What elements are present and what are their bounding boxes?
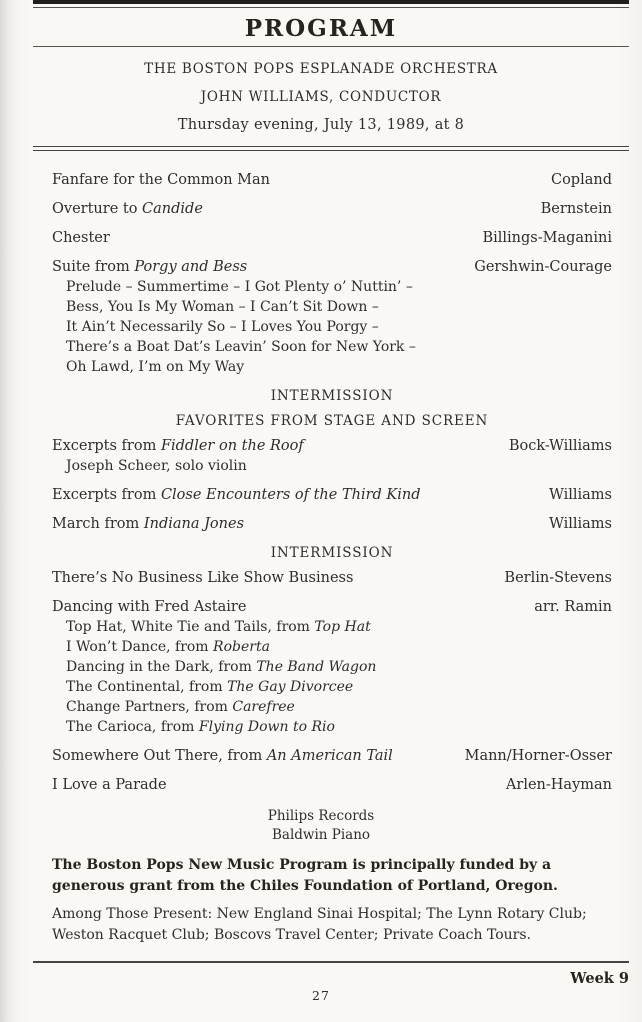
program-work (52, 486, 612, 505)
page-title: PROGRAM (244, 15, 398, 42)
program-work (52, 598, 612, 737)
work-line (52, 200, 612, 219)
work-composer: Bock-Williams (508, 438, 612, 454)
header-double-rule (33, 146, 629, 151)
top-rule-group (33, 0, 629, 8)
work-title-italic: Candide (142, 201, 203, 217)
work-title-italic: Indiana Jones (143, 516, 245, 532)
section-heading: INTERMISSION (270, 545, 394, 561)
text-segment: Excerpts from (52, 487, 161, 503)
work-subline (66, 277, 612, 297)
text-segment: Chester (52, 230, 110, 246)
work-subline (66, 697, 612, 717)
work-title-italic: Porgy and Bess (134, 259, 248, 275)
text-segment: Somewhere Out There, from (52, 748, 267, 764)
work-composer: Berlin-Stevens (504, 570, 612, 586)
text-segment: Change Partners, from (66, 699, 233, 715)
concert-header (0, 61, 642, 133)
week-label: Week 9 (570, 970, 629, 987)
work-title (52, 747, 393, 766)
work-composer: Billings-Maganini (482, 230, 612, 246)
work-subline (66, 357, 612, 377)
program-work (52, 747, 612, 766)
program-work (52, 569, 612, 588)
text-segment: The Continental, from (66, 679, 228, 695)
work-line (52, 776, 612, 795)
program-work (52, 776, 612, 795)
work-composer: Bernstein (540, 201, 612, 217)
work-subline (66, 337, 612, 357)
work-title (52, 598, 246, 617)
work-title-italic: Fiddler on the Roof (160, 438, 304, 454)
text-segment: Excerpts from (52, 438, 161, 454)
work-title (52, 776, 167, 795)
program-work (52, 258, 612, 377)
text-segment: It Ain’t Necessarily So – I Loves You Porgy – (66, 319, 379, 335)
work-title-italic: The Gay Divorcee (227, 679, 354, 695)
text-segment: There’s a Boat Dat’s Leavin’ Soon for New York – (66, 339, 416, 355)
text-segment: The Carioca, from (66, 719, 199, 735)
work-subline (66, 657, 612, 677)
work-title-italic: Roberta (213, 639, 270, 655)
program-work (52, 171, 612, 190)
work-line (52, 229, 612, 248)
orchestra-name: THE BOSTON POPS ESPLANADE ORCHESTRA (144, 61, 498, 77)
credit-line: Baldwin Piano (271, 827, 371, 843)
work-subline (66, 717, 612, 737)
text-segment: Oh Lawd, I’m on My Way (66, 359, 245, 375)
work-line (52, 515, 612, 534)
work-subline (66, 317, 612, 337)
work-subline (66, 637, 612, 657)
program-list (52, 171, 612, 795)
attendees-note: Among Those Present: New England Sinai Hospital; The Lynn Rotary Club; Weston Racquet Club; Boscovs Travel Center; Private Coach Tours. (52, 906, 587, 943)
program-work (52, 437, 612, 476)
work-composer: arr. Ramin (534, 599, 612, 615)
work-line (52, 486, 612, 505)
work-line (52, 569, 612, 588)
work-title-italic: Flying Down to Rio (198, 719, 335, 735)
work-title (52, 486, 421, 505)
work-title (52, 515, 244, 534)
work-subline (66, 456, 612, 476)
work-title-italic: Close Encounters of the Third Kind (160, 487, 421, 503)
work-composer: Gershwin-Courage (474, 259, 612, 275)
work-title (52, 258, 247, 277)
text-segment: Top Hat, White Tie and Tails, from (66, 619, 315, 635)
work-line (52, 598, 612, 617)
program-work (52, 200, 612, 219)
header-divider-group (33, 146, 629, 151)
work-subline (66, 297, 612, 317)
text-segment: There’s No Business Like Show Business (52, 570, 354, 586)
work-line (52, 258, 612, 277)
section-heading: INTERMISSION (270, 388, 394, 404)
footer-rule (33, 961, 629, 963)
text-segment: I Love a Parade (52, 777, 167, 793)
text-segment: I Won’t Dance, from (66, 639, 214, 655)
funding-note: The Boston Pops New Music Program is principally funded by a generous grant from the Chiles Foundation of Portland, Oregon. (52, 857, 558, 894)
work-subline (66, 617, 612, 637)
top-thin-rule (33, 7, 629, 8)
text-segment: Overture to (52, 201, 143, 217)
credit-line: Philips Records (267, 808, 375, 824)
top-thick-rule (33, 0, 629, 4)
work-title-italic: The Band Wagon (256, 659, 377, 675)
conductor-name: JOHN WILLIAMS, CONDUCTOR (200, 89, 442, 105)
work-title (52, 200, 203, 219)
page-number: 27 (312, 988, 330, 1003)
work-composer: Williams (548, 487, 612, 503)
work-composer: Arlen-Hayman (505, 777, 612, 793)
work-title (52, 171, 270, 190)
work-line (52, 171, 612, 190)
text-segment: Prelude – Summertime – I Got Plenty o’ Nuttin’ – (66, 279, 413, 295)
work-title (52, 437, 304, 456)
credits (0, 807, 642, 845)
title-underline-group (33, 46, 629, 47)
concert-datetime: Thursday evening, July 13, 1989, at 8 (177, 117, 465, 133)
work-title-italic: An American Tail (266, 748, 393, 764)
text-segment: Suite from (52, 259, 135, 275)
work-subline (66, 677, 612, 697)
title-underline (33, 46, 629, 47)
text-segment: Fanfare for the Common Man (52, 172, 271, 188)
work-composer: Mann/Horner-Osser (464, 748, 612, 764)
text-segment: March from (52, 516, 144, 532)
text-segment: Dancing with Fred Astaire (52, 599, 247, 615)
work-title-italic: Top Hat (314, 619, 371, 635)
section-heading: FAVORITES FROM STAGE AND SCREEN (175, 413, 489, 429)
program-work (52, 229, 612, 248)
work-title (52, 229, 110, 248)
program-work (52, 515, 612, 534)
text-segment: Joseph Scheer, solo violin (66, 458, 247, 474)
work-composer: Williams (548, 516, 612, 532)
work-line (52, 437, 612, 456)
text-segment: Bess, You Is My Woman – I Can’t Sit Down – (66, 299, 379, 315)
text-segment: Dancing in the Dark, from (66, 659, 257, 675)
work-title-italic: Carefree (232, 699, 295, 715)
work-composer: Copland (550, 172, 612, 188)
work-title (52, 569, 353, 588)
work-line (52, 747, 612, 766)
